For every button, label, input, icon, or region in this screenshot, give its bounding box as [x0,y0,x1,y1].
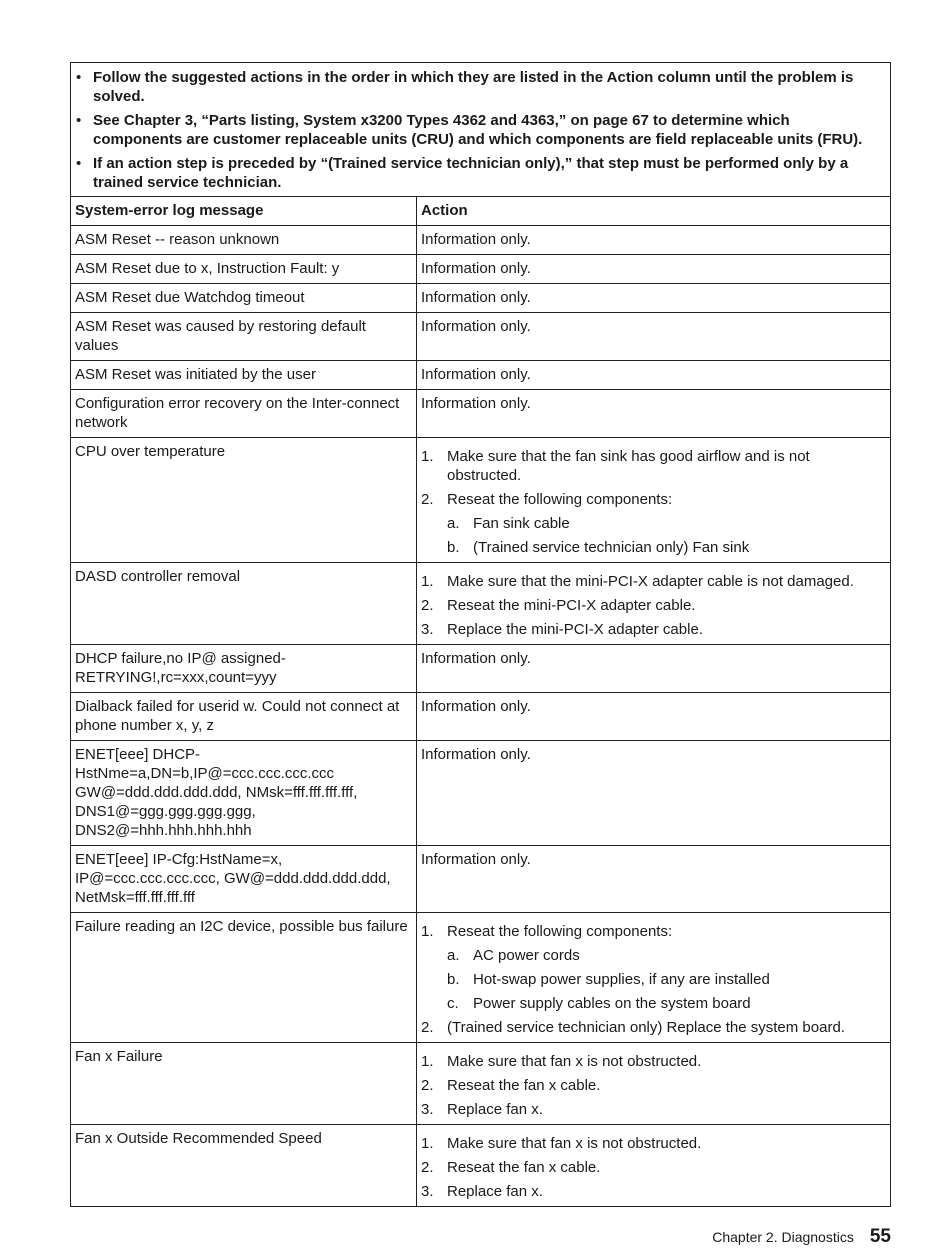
substep-letter: b. [447,539,460,556]
table-row [71,361,891,390]
error-message-cell: ASM Reset due Watchdog timeout [71,284,417,313]
error-message-cell: Fan x Outside Recommended Speed [71,1125,417,1207]
header-row [71,197,891,226]
action-step [421,1076,886,1095]
action-step [421,447,886,485]
table-row [71,1125,891,1207]
table-row [71,313,891,361]
column-header-action: Action [417,197,891,226]
step-text: Reseat the fan x cable. [447,1159,601,1176]
bullet-icon: • [76,155,82,172]
error-message-cell: ASM Reset -- reason unknown [71,226,417,255]
notes-cell [71,63,891,197]
page-footer [700,1226,891,1248]
step-text: Make sure that the mini-PCI-X adapter cable is not damaged. [447,573,854,590]
action-step [421,490,886,557]
action-substep [447,514,886,533]
error-message-cell: ASM Reset was caused by restoring default values [71,313,417,361]
step-text: Reseat the fan x cable. [447,1077,601,1094]
notes-list [73,68,882,192]
table-row [71,913,891,1043]
step-number: 2. [421,1019,434,1036]
error-message-cell: DASD controller removal [71,563,417,645]
action-steps [421,1052,886,1119]
step-text: Replace fan x. [447,1101,543,1118]
action-cell: Information only. [417,284,891,313]
substep-letter: a. [447,515,460,532]
action-step [421,620,886,639]
step-number: 2. [421,1159,434,1176]
action-step [421,1158,886,1177]
action-cell [417,1125,891,1207]
error-message-cell: ENET[eee] IP-Cfg:HstName=x, IP@=ccc.ccc.ccc.ccc, GW@=ddd.ddd.ddd.ddd, NetMsk=fff.fff.fff.fff [71,846,417,913]
action-cell: Information only. [417,255,891,284]
table-row [71,846,891,913]
step-text: Make sure that the fan sink has good airflow and is not obstructed. [447,448,810,484]
table-row [71,741,891,846]
error-message-cell: Fan x Failure [71,1043,417,1125]
error-log-table [70,62,891,1207]
error-message-cell: Failure reading an I2C device, possible bus failure [71,913,417,1043]
substep-letter: c. [447,995,459,1012]
table-row [71,1043,891,1125]
action-step [421,596,886,615]
substep-letter: b. [447,971,460,988]
page-number: 55 [869,1226,891,1247]
step-number: 1. [421,923,434,940]
action-cell [417,913,891,1043]
action-cell: Information only. [417,693,891,741]
step-number: 1. [421,1135,434,1152]
action-step [421,1018,886,1037]
action-steps [421,922,886,1037]
step-number: 1. [421,1053,434,1070]
action-substep [447,946,886,965]
step-number: 2. [421,1077,434,1094]
action-cell: Information only. [417,361,891,390]
column-header-message: System-error log message [71,197,417,226]
step-number: 2. [421,597,434,614]
step-text: (Trained service technician only) Replace the system board. [447,1019,845,1036]
note-item: • Follow the suggested actions in the order in which they are listed in the Action column until the problem is solved. [76,69,854,105]
step-text: Reseat the following components: [447,923,673,940]
action-steps [421,1134,886,1201]
action-step [421,922,886,1013]
step-number: 1. [421,448,434,465]
step-text: Replace the mini-PCI-X adapter cable. [447,621,703,638]
note-item: • See Chapter 3, “Parts listing, System x3200 Types 4362 and 4363,” on page 67 to determine which components are customer replaceable units (CRU) and which components are field replaceable units (FRU). [76,112,863,148]
error-message-cell: ASM Reset was initiated by the user [71,361,417,390]
action-steps [421,447,886,557]
substep-text: (Trained service technician only) Fan sink [473,539,750,556]
action-cell [417,438,891,563]
substep-text: Hot-swap power supplies, if any are installed [473,971,770,988]
error-message-cell: CPU over temperature [71,438,417,563]
action-steps [421,572,886,639]
table-row [71,255,891,284]
action-step [421,1182,886,1201]
table-row [71,645,891,693]
substep-text: Fan sink cable [473,515,570,532]
action-substeps [447,514,886,557]
action-cell: Information only. [417,846,891,913]
substep-letter: a. [447,947,460,964]
step-text: Make sure that fan x is not obstructed. [447,1135,702,1152]
action-step [421,1134,886,1153]
step-text: Make sure that fan x is not obstructed. [447,1053,702,1070]
step-text: Replace fan x. [447,1183,543,1200]
step-number: 1. [421,573,434,590]
action-cell [417,563,891,645]
step-text: Reseat the following components: [447,491,673,508]
table-row [71,693,891,741]
step-number: 3. [421,621,434,638]
action-step [421,572,886,591]
table-row [71,390,891,438]
error-message-cell: ENET[eee] DHCP-HstNme=a,DN=b,IP@=ccc.ccc.ccc.ccc GW@=ddd.ddd.ddd.ddd, NMsk=fff.fff.fff.fff, DNS1@=ggg.ggg.ggg.ggg, DNS2@=hhh.hhh.hhh.hhh [71,741,417,846]
error-message-cell: DHCP failure,no IP@ assigned-RETRYING!,rc=xxx,count=yyy [71,645,417,693]
table-row [71,563,891,645]
bullet-icon: • [76,69,82,86]
step-number: 2. [421,491,434,508]
step-text: Reseat the mini-PCI-X adapter cable. [447,597,696,614]
table-row [71,226,891,255]
action-cell: Information only. [417,226,891,255]
substep-text: Power supply cables on the system board [473,995,751,1012]
action-step [421,1052,886,1071]
action-substep [447,538,886,557]
error-message-cell: ASM Reset due to x, Instruction Fault: y [71,255,417,284]
error-message-cell: Configuration error recovery on the Inter-connect network [71,390,417,438]
action-cell: Information only. [417,645,891,693]
error-message-cell: Dialback failed for userid w. Could not connect at phone number x, y, z [71,693,417,741]
footer-chapter: Chapter 2. Diagnostics [712,1229,854,1245]
notes-row [71,63,891,197]
step-number: 3. [421,1101,434,1118]
action-cell [417,1043,891,1125]
note-item: • If an action step is preceded by “(Trained service technician only),” that step must be performed only by a trained service technician. [76,155,849,191]
action-substeps [447,946,886,1013]
table-row [71,284,891,313]
substep-text: AC power cords [473,947,580,964]
action-substep [447,994,886,1013]
action-step [421,1100,886,1119]
action-cell: Information only. [417,313,891,361]
bullet-icon: • [76,112,82,129]
table-row [71,438,891,563]
action-cell: Information only. [417,741,891,846]
action-substep [447,970,886,989]
action-cell: Information only. [417,390,891,438]
step-number: 3. [421,1183,434,1200]
